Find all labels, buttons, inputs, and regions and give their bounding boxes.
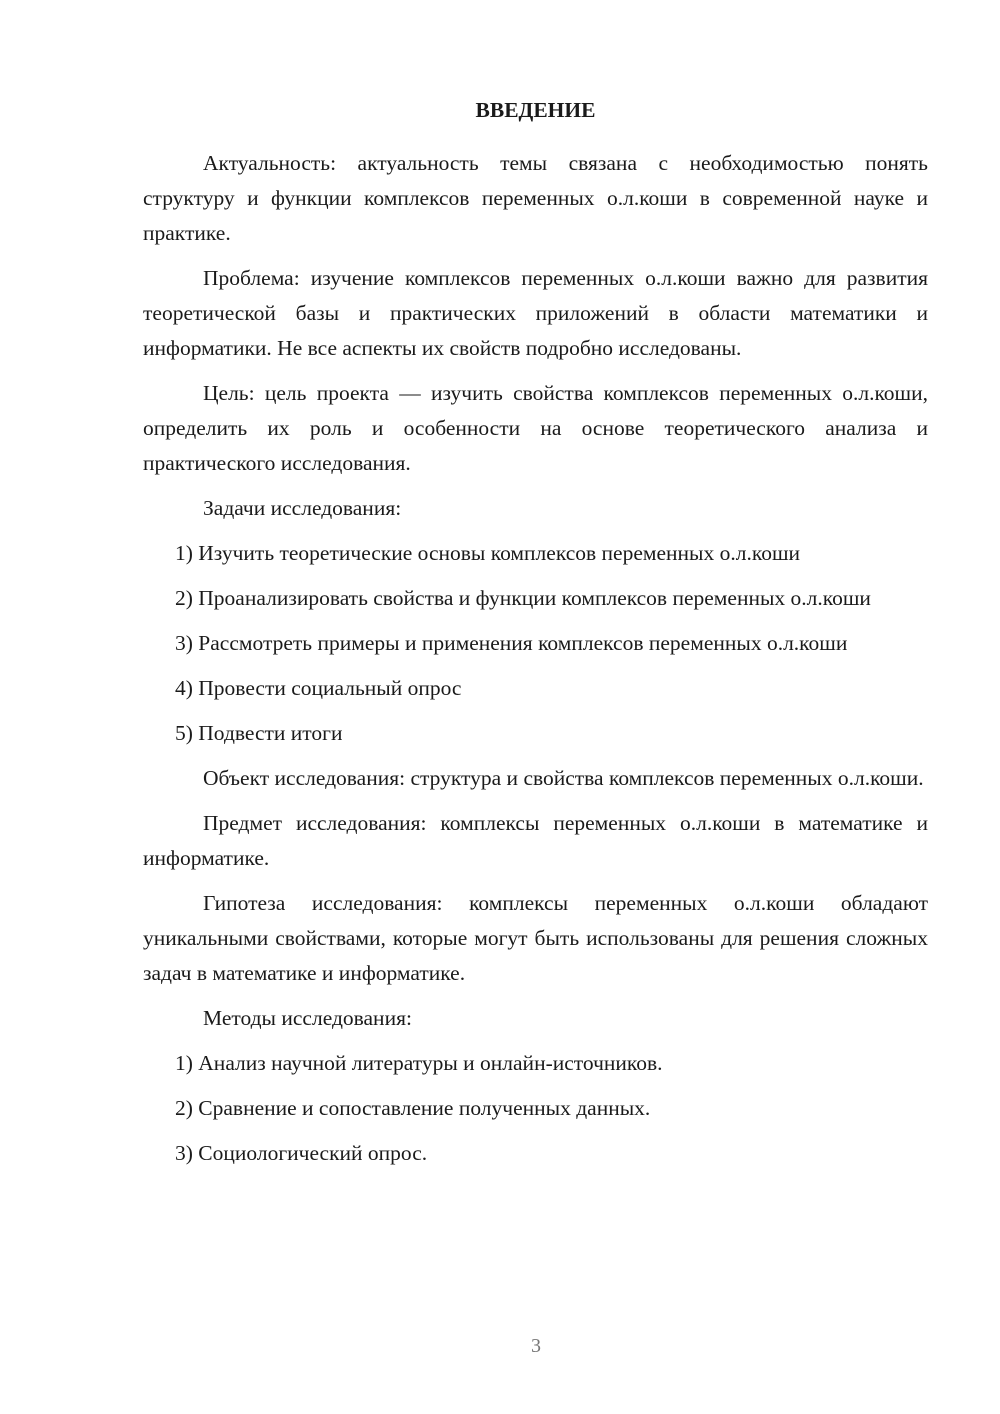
section-title: ВВЕДЕНИЕ — [475, 98, 596, 122]
task-item-2: 2) Проанализировать свойства и функции комплексов переменных о.л.коши — [175, 586, 871, 610]
task-item-1: 1) Изучить теоретические основы комплексов переменных о.л.коши — [175, 541, 801, 565]
paragraph-methods-heading: Методы исследования: — [203, 1006, 412, 1030]
method-item-2: 2) Сравнение и сопоставление полученных данных. — [175, 1096, 651, 1120]
document-page — [143, 92, 928, 1181]
paragraph-subject: Предмет исследования: комплексы переменных о.л.коши в математике и информатике. — [143, 811, 928, 870]
paragraph-tasks-heading: Задачи исследования: — [203, 496, 402, 520]
task-item-5: 5) Подвести итоги — [175, 721, 343, 745]
page-number: 3 — [531, 1335, 541, 1357]
method-item-1: 1) Анализ научной литературы и онлайн-источников. — [175, 1051, 663, 1075]
task-item-3: 3) Рассмотреть примеры и применения комплексов переменных о.л.коши — [175, 631, 848, 655]
paragraph-object: Объект исследования: структура и свойства комплексов переменных о.л.коши. — [203, 766, 924, 790]
paragraph-goal: Цель: цель проекта — изучить свойства комплексов переменных о.л.коши, определить их роль и особенности на основе теоретического анализа и практического исследования. — [143, 381, 928, 475]
paragraph-hypothesis: Гипотеза исследования: комплексы переменных о.л.коши обладают уникальными свойствами, которые могут быть использованы для решения сложных задач в математике и информатике. — [143, 891, 928, 985]
paragraph-relevance: Актуальность: актуальность темы связана с необходимостью понять структуру и функции комплексов переменных о.л.коши в современной науке и практике. — [143, 151, 928, 245]
paragraph-problem: Проблема: изучение комплексов переменных о.л.коши важно для развития теоретической базы и практических приложений в области математики и информатики. Не все аспекты их свойств подробно исследованы. — [143, 266, 928, 360]
method-item-3: 3) Социологический опрос. — [175, 1141, 428, 1165]
task-item-4: 4) Провести социальный опрос — [175, 676, 462, 700]
